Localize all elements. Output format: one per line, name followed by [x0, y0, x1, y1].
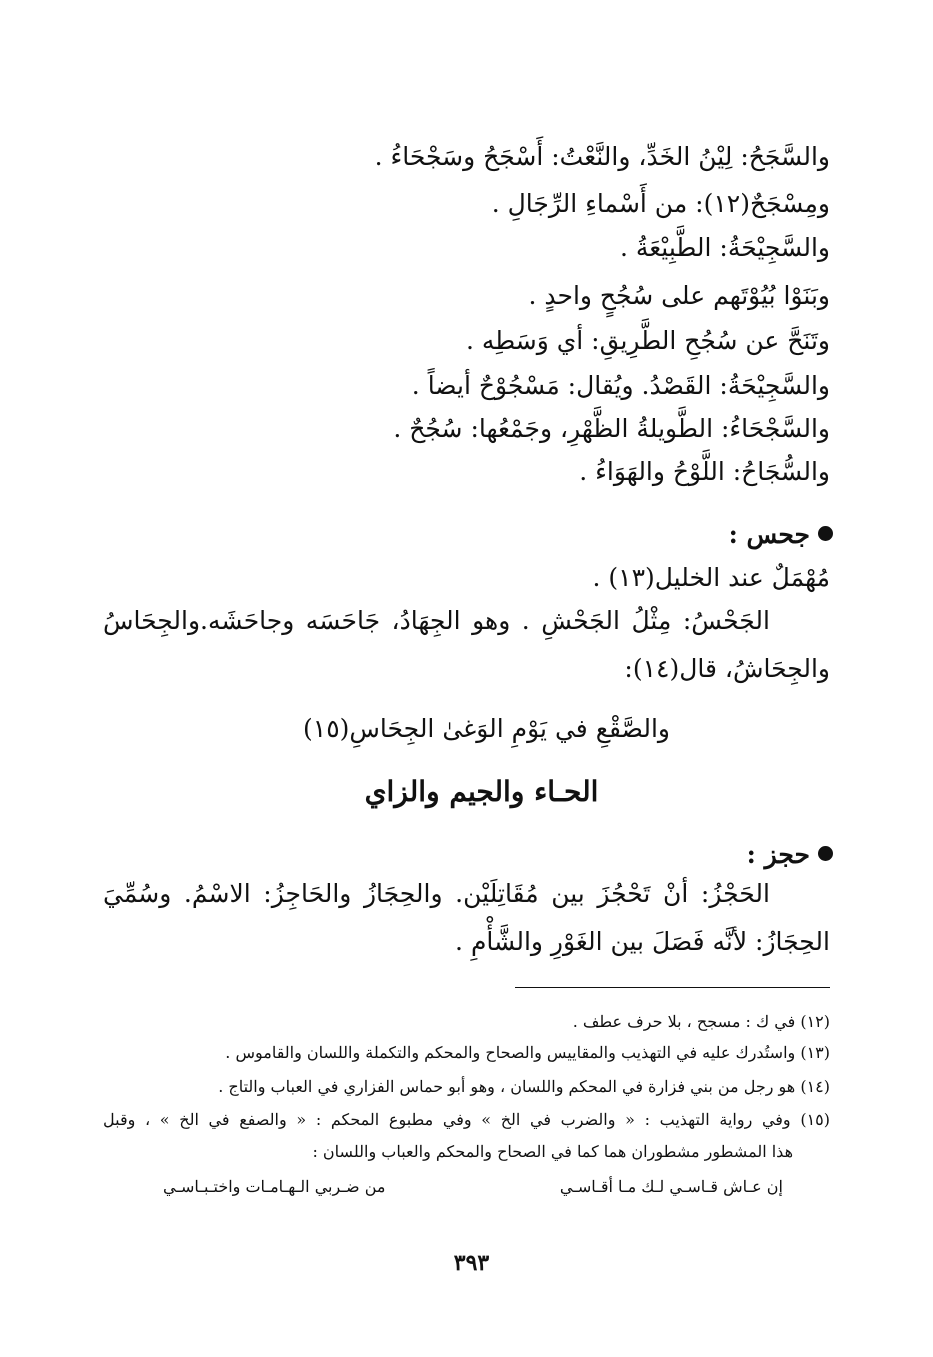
text-line-5: وتَنَحَّ عن سُجُحِ الطَّرِيقِ: أي وَسَطِه .: [465, 326, 830, 355]
text-line-3: والسَّجِيْحَةُ: الطَّبِيْعَةُ .: [619, 233, 830, 262]
poetry-verse: والصَّقْعِ في يَوْمِ الوَغىٰ الجِحَاسِ(١٥): [303, 714, 670, 743]
footnote-12: (١٢) في ك : مسجح ، بلا حرف عطف .: [572, 1012, 830, 1031]
text-line-2: ومِسْجَحٌ(١٢): من أَسْماءِ الرِّجَالِ .: [491, 189, 830, 218]
footnote-13: (١٣) واستُدرك عليه في التهذيب والمقاييس والصحاح والمحكم والتكملة واللسان والقاموس .: [225, 1043, 830, 1062]
footnote-divider: [515, 987, 830, 988]
text-line-7: والسَّجْحَاءُ: الطَّويلةُ الظَّهْرِ، وجَمْعُها: سُجُحٌ .: [393, 414, 830, 443]
text-line-4: وبَنَوْا بُيُوْتَهم على سُجُحٍ واحدٍ .: [528, 281, 830, 310]
text-line-hjz-1: الحَجْزُ: أنْ تَحْجُزَ بين مُقَاتِلَيْن. والحِجَازُ والحَاجِزُ: الاسْمُ. وسُمِّيَ: [103, 879, 770, 908]
page-number: ٣٩٣: [453, 1250, 490, 1276]
hemistich-first: إن عـاش قـاسـي لـك مـا أقـاسـي: [559, 1177, 783, 1196]
hemistich-second: من ضـربي الـهـامـات واختـبـاسـي: [163, 1177, 386, 1196]
footnote-verse: [163, 1175, 783, 1199]
text-line-8: والسُّجَاحُ: اللَّوْحُ والهَوَاءُ .: [579, 457, 830, 486]
footnote-14: (١٤) هو رجل من بني فزارة في المحكم واللسان ، وهو أبو حماس الفزاري في العباب والتاج .: [218, 1077, 830, 1096]
bullet-icon: [818, 846, 833, 861]
entry-heading-hjz: [747, 838, 833, 872]
entry-heading-text: جحس :: [728, 520, 810, 549]
section-title: الحـاء والجيم والزاي: [364, 775, 599, 808]
text-line-jhs-3: والجِحَاشُ، قال(١٤):: [624, 654, 830, 683]
text-line-1: والسَّجَحُ: لِيْنُ الخَدِّ، والنَّعْتُ: أَسْجَحُ وسَجْحَاءُ .: [374, 142, 830, 171]
text-line-hjz-2: الحِجَازُ: لأنَّه فَصَلَ بين الغَوْرِ والشَّأْمِ .: [455, 927, 830, 956]
text-line-jhs-1: مُهْمَلٌ عند الخليل(١٣) .: [592, 563, 830, 592]
entry-heading-jhs: [729, 518, 833, 552]
text-line-jhs-2: الجَحْسُ: مِثْلُ الجَحْشِ . وهو الجِهَادُ، جَاحَسَه وجاحَشَه.والجِحَاسُ: [103, 606, 770, 635]
bullet-icon: [818, 526, 833, 541]
entry-heading-text: حجز :: [746, 840, 810, 869]
text-line-6: والسَّجِيْحَةُ: القَصْدُ. ويُقال: مَسْجُوْحٌ أيضاً .: [411, 371, 830, 400]
footnote-15: (١٥) وفي رواية التهذيب : « والضرب في الخ » وفي مطبوع المحكم : « والصفع في الخ » ، وقبل: [103, 1110, 830, 1129]
footnote-15-continued: هذا المشطور مشطوران هما كما في الصحاح والمحكم والعباب واللسان :: [312, 1142, 793, 1161]
